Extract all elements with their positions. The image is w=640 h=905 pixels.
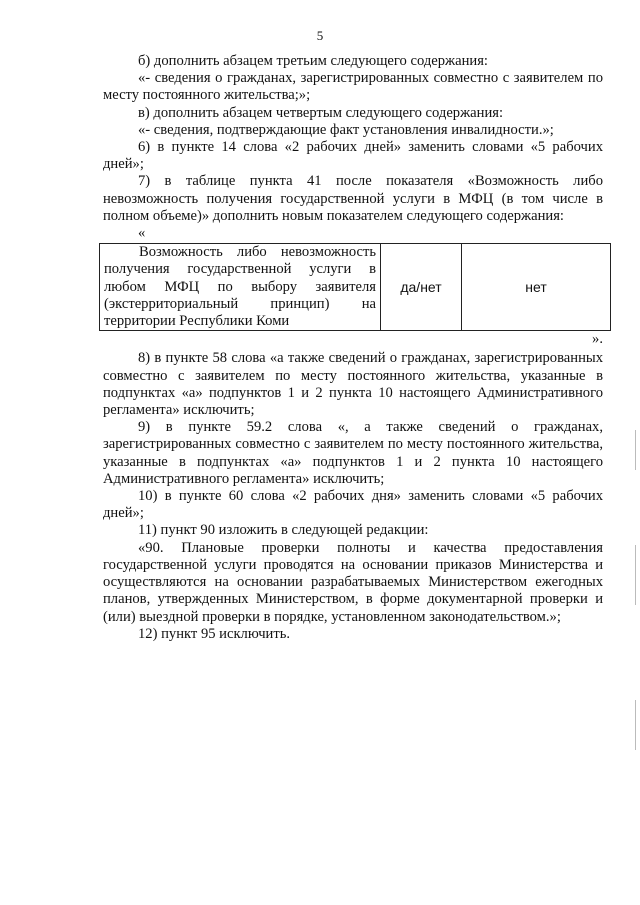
table-row [100, 244, 611, 331]
paragraph-item-9: 9) в пункте 59.2 слова «, а также сведений о гражданах, зарегистрированных совместно с заявителем по месту постоянного жительства, указанные в подпунктах «а» подпунктов 1 и 2 пункта 10 настоящего Административного регламента» исключить; [103, 419, 603, 487]
paragraph-b: б) дополнить абзацем третьим следующего содержания: [138, 53, 488, 69]
indicator-name-text: Возможность либо невозможность получения государственной услуги в любом МФЦ по выбору заявителя (экстерриториальный принцип) на территории Республики Коми [104, 244, 376, 330]
paragraph-item-10: 10) в пункте 60 слова «2 рабочих дня» заменить словами «5 рабочих дней»; [103, 488, 603, 522]
indicator-value-cell: да/нет [381, 244, 462, 331]
indicator-name-cell [100, 244, 381, 331]
paragraph-item-6: 6) в пункте 14 слова «2 рабочих дней» заменить словами «5 рабочих дней»; [103, 139, 603, 173]
quote-close-mark: ». [592, 331, 603, 348]
paragraph-item-11: 11) пункт 90 изложить в следующей редакции: [138, 522, 429, 539]
paragraph-v-text: «- сведения, подтверждающие факт установления инвалидности.»; [138, 121, 554, 138]
scan-edge-mark [635, 545, 636, 605]
document-body [103, 53, 603, 643]
paragraph-item-90-text: «90. Плановые проверки полноты и качества предоставления государственной услуги проводятся на основании приказов Министерства и осуществляются на основании разрабатываемых Министерством ежегодных планов, утвержденных Министерством, в форме документарной проверки и (или) выездной проверки в порядке, установленном законодательством.»; [103, 539, 603, 625]
paragraph-item-12: 12) пункт 95 исключить. [138, 625, 291, 642]
indicator-table [99, 243, 611, 331]
paragraph-b-text: «- сведения о гражданах, зарегистрированных совместно с заявителем по месту постоянного жительства;»; [103, 70, 603, 104]
scan-edge-mark [635, 700, 636, 750]
paragraph-item-7: 7) в таблице пункта 41 после показателя «Возможность либо невозможность получения государственной услуги в МФЦ (в том числе в полном объеме)» дополнить новым показателем следующего содержания: [103, 173, 603, 224]
paragraph-v: в) дополнить абзацем четвертым следующего содержания: [138, 104, 504, 121]
scan-edge-mark [635, 430, 636, 470]
quote-open-mark: « [138, 225, 146, 242]
paragraph-item-8: 8) в пункте 58 слова «а также сведений о гражданах, зарегистрированных совместно с заявителем по месту постоянного жительства, указанные в подпунктах «а» подпунктов 1 и 2 пункта 10 настоящего Административного регламента» исключить; [103, 350, 603, 419]
indicator-alternative-cell: нет [462, 244, 611, 331]
page-number: 5 [316, 28, 324, 43]
